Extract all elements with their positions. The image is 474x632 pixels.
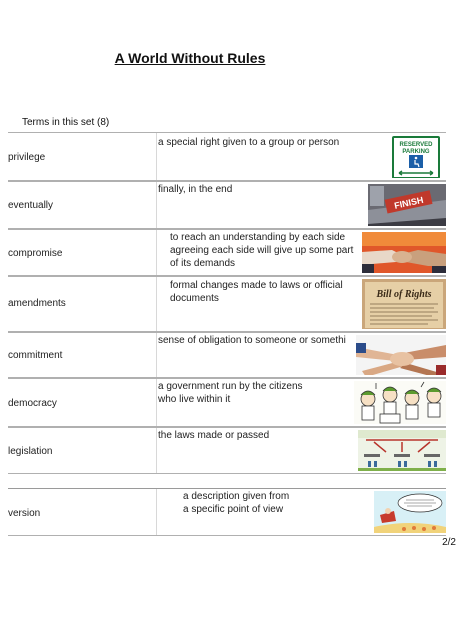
sign-text-bottom: PARKING	[402, 149, 430, 155]
column-divider	[156, 489, 157, 535]
term-row-democracy	[8, 378, 446, 427]
term-definition: to reach an understanding by each side agreeing each side will give up some part of its demands	[170, 232, 354, 269]
column-divider	[156, 230, 157, 275]
bill-of-rights-image	[362, 279, 446, 329]
document-title: A World Without Rules	[114, 50, 266, 66]
term-label: democracy	[8, 398, 57, 409]
terms-count-label: Terms in this set (8)	[22, 117, 110, 128]
term-row-privilege	[8, 132, 446, 181]
column-divider	[156, 428, 157, 473]
stacked-hands-image	[356, 335, 446, 375]
column-divider	[156, 277, 157, 331]
term-label: privilege	[8, 152, 46, 163]
term-definition: finally, in the end	[158, 184, 233, 195]
term-definition: a description given from a specific point of view	[183, 491, 290, 515]
page-number: 2/2	[442, 537, 456, 548]
term-row-compromise	[8, 229, 446, 276]
column-divider	[156, 182, 157, 228]
column-divider	[156, 379, 157, 426]
term-definition: a special right given to a group or person	[158, 137, 340, 148]
sign-text-top: RESERVED	[399, 142, 433, 148]
column-divider	[156, 333, 157, 377]
term-label: commitment	[8, 350, 63, 361]
column-divider	[156, 133, 157, 180]
citizens-voting-image	[354, 381, 446, 424]
handshake-image	[362, 232, 446, 273]
term-label: legislation	[8, 446, 53, 457]
term-label: compromise	[8, 248, 63, 259]
term-row-version	[8, 488, 446, 536]
finish-text: FINISH	[393, 194, 425, 211]
bill-of-rights-text: Bill of Rights	[376, 289, 432, 300]
term-row-amendments	[8, 276, 446, 332]
finish-line-image	[368, 184, 446, 226]
point-of-view-cartoon-image	[374, 491, 446, 533]
term-label: version	[8, 508, 41, 519]
term-row-eventually	[8, 181, 446, 229]
legislative-process-image	[358, 430, 446, 471]
term-label: amendments	[8, 298, 66, 309]
term-definition: sense of obligation to someone or somethi	[158, 335, 346, 346]
term-label: eventually	[8, 200, 54, 211]
term-row-legislation	[8, 427, 446, 474]
reserved-parking-sign-image	[386, 135, 446, 178]
term-row-commitment	[8, 332, 446, 378]
term-definition: a government run by the citizens who live within it	[158, 381, 303, 405]
term-definition: formal changes made to laws or official documents	[170, 280, 343, 304]
term-definition: the laws made or passed	[158, 430, 270, 441]
